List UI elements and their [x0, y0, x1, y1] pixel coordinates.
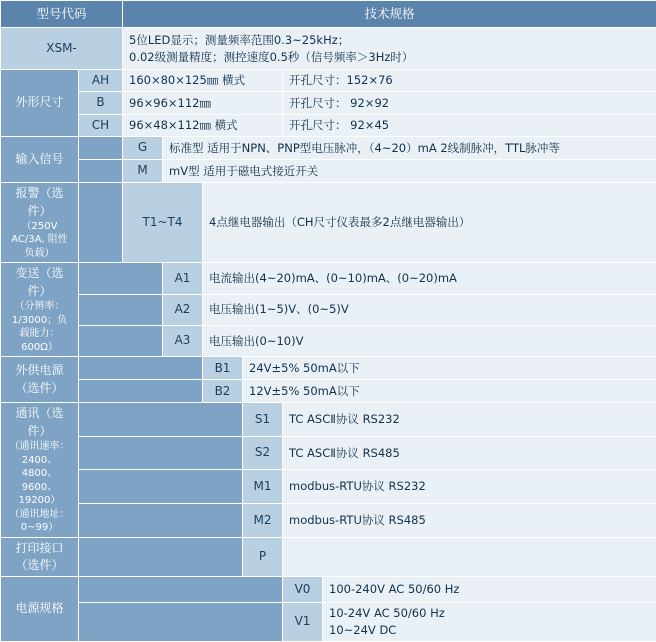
- powerspec-code-v1: V1: [283, 603, 323, 641]
- alarm-label: [1, 183, 79, 263]
- input-desc-m: mV型 适用于磁电式接近开关: [163, 160, 656, 183]
- alarm-label-text: 报警（选件）: [15, 186, 63, 217]
- printer-desc: [283, 537, 656, 577]
- dimension-size-ah: 160×80×125㎜ 横式: [123, 70, 283, 92]
- psout-code-b2: B2: [203, 380, 243, 403]
- powerspec-desc-v1: [323, 603, 656, 641]
- table-row-dimension-ah: [1, 70, 656, 92]
- communication-label-text: 通讯（选件）: [15, 406, 63, 437]
- table-row-psout-b1: [1, 357, 656, 380]
- input-spacer-left-2: [79, 160, 123, 183]
- alarm-code: T1~T4: [123, 183, 203, 263]
- powerspec-spacer-left-1: [79, 577, 283, 603]
- alarm-spacer-left: [79, 183, 123, 263]
- dimension-code-ch: CH: [79, 114, 123, 136]
- psout-desc-b1: 24V±5% 50mA以下: [243, 357, 656, 380]
- comm-desc-s2: TC ASCⅡ协议 RS485: [283, 436, 656, 470]
- input-code-g: G: [123, 137, 163, 160]
- table-row-transmit-a1: [1, 263, 656, 294]
- comm-desc-m1: modbus-RTU协议 RS232: [283, 470, 656, 504]
- dimensions-label: 外形尺寸: [1, 70, 79, 137]
- powerspec-desc-v1-line1: 10-24V AC 50/60 Hz: [329, 605, 650, 622]
- printer-label: 打印接口（选件）: [1, 537, 79, 577]
- powerspec-code-v0: V0: [283, 577, 323, 603]
- dimension-size-b: 96×96×112㎜: [123, 92, 283, 114]
- table-row-input-m: [1, 160, 656, 183]
- psout-code-b1: B1: [203, 357, 243, 380]
- table-row-comm-s2: [1, 436, 656, 470]
- table-row-powerspec-v0: [1, 577, 656, 603]
- header-model-code: 型号代码: [1, 1, 123, 28]
- transmit-desc-a3: 电压输出(0~10)V: [203, 325, 656, 356]
- comm-code-s2: S2: [243, 436, 283, 470]
- table-row-model: [1, 28, 656, 70]
- powerspec-desc-v0: [323, 577, 656, 603]
- transmit-label: [1, 263, 79, 357]
- transmit-spacer-left-2: [79, 294, 163, 325]
- comm-code-s1: S1: [243, 403, 283, 437]
- communication-label-sub1: （通讯速率：2400、4800、9600、19200）: [7, 440, 72, 508]
- printer-code: P: [243, 537, 283, 577]
- model-desc-line2: 0.02级测量精度；测控速度0.5秒（信号频率＞3Hz时）: [129, 49, 650, 66]
- comm-code-m1: M1: [243, 470, 283, 504]
- transmit-code-a2: A2: [163, 294, 203, 325]
- transmit-desc-a2: 电压输出(1~5)V、(0~5)V: [203, 294, 656, 325]
- comm-desc-m2: modbus-RTU协议 RS485: [283, 503, 656, 537]
- dimension-code-b: B: [79, 92, 123, 114]
- transmit-desc-a1: 电流输出(4~20)mA、(0~10)mA、(0~20)mA: [203, 263, 656, 294]
- input-signal-label: 输入信号: [1, 137, 79, 183]
- transmit-code-a3: A3: [163, 325, 203, 356]
- alarm-desc: 4点继电器输出（CH尺寸仪表最多2点继电器输出）: [203, 183, 656, 263]
- input-spacer-left: [79, 137, 123, 160]
- table-row-printer: [1, 537, 656, 577]
- alarm-label-sub: （250V AC/3A, 阻性负载）: [7, 220, 72, 261]
- table-row-input-g: [1, 137, 656, 160]
- transmit-label-text: 变送（选件）: [15, 266, 63, 297]
- comm-code-m2: M2: [243, 503, 283, 537]
- communication-label: [1, 403, 79, 537]
- transmit-label-sub: （分辨率：1/3000；负载能力：600Ω）: [7, 300, 72, 354]
- psout-desc-b2: 12V±5% 50mA以下: [243, 380, 656, 403]
- table-row-transmit-a3: [1, 325, 656, 356]
- power-spec-label: 电源规格: [1, 577, 79, 641]
- dimension-code-ah: AH: [79, 70, 123, 92]
- table-row-alarm: [1, 183, 656, 263]
- psout-spacer-left-1: [79, 357, 203, 380]
- table-row-psout-b2: [1, 380, 656, 403]
- input-desc-g: 标准型 适用于NPN、PNP型电压脉冲，（4~20）mA 2线制脉冲，TTL脉冲等: [163, 137, 656, 160]
- transmit-spacer-left-1: [79, 263, 163, 294]
- power-supply-out-label: 外供电源（选件）: [1, 357, 79, 403]
- model-description: [123, 28, 656, 70]
- table-row-comm-m2: [1, 503, 656, 537]
- dimension-cutout-ah: 开孔尺寸：152×76: [283, 70, 656, 92]
- dimension-cutout-b: 开孔尺寸： 92×92: [283, 92, 656, 114]
- comm-desc-s1: TC ASCⅡ协议 RS232: [283, 403, 656, 437]
- model-desc-line1: 5位LED显示；测量频率范围0.3~25kHz；: [129, 32, 650, 49]
- model-code: XSM-: [1, 28, 123, 70]
- comm-spacer-left-2: [79, 436, 243, 470]
- powerspec-spacer-left-2: [79, 603, 283, 641]
- comm-spacer-left-1: [79, 403, 243, 437]
- transmit-code-a1: A1: [163, 263, 203, 294]
- dimension-cutout-ch: 开孔尺寸： 92×45: [283, 114, 656, 136]
- dimension-size-ch: 96×48×112㎜ 横式: [123, 114, 283, 136]
- powerspec-desc-v0-line1: 100-240V AC 50/60 Hz: [329, 581, 650, 598]
- table-row-dimension-ch: [1, 114, 656, 136]
- header-tech-spec: 技术规格: [123, 1, 656, 28]
- table-header-row: [1, 1, 656, 28]
- powerspec-desc-v1-line2: 10~24V DC: [329, 622, 650, 639]
- comm-spacer-left-4: [79, 503, 243, 537]
- table-row-powerspec-v1: [1, 603, 656, 641]
- psout-spacer-left-2: [79, 380, 203, 403]
- input-code-m: M: [123, 160, 163, 183]
- communication-label-sub2: （通讯地址：0~99）: [7, 508, 72, 535]
- table-row-dimension-b: [1, 92, 656, 114]
- printer-spacer-left: [79, 537, 243, 577]
- table-row-transmit-a2: [1, 294, 656, 325]
- transmit-spacer-left-3: [79, 325, 163, 356]
- table-row-comm-s1: [1, 403, 656, 437]
